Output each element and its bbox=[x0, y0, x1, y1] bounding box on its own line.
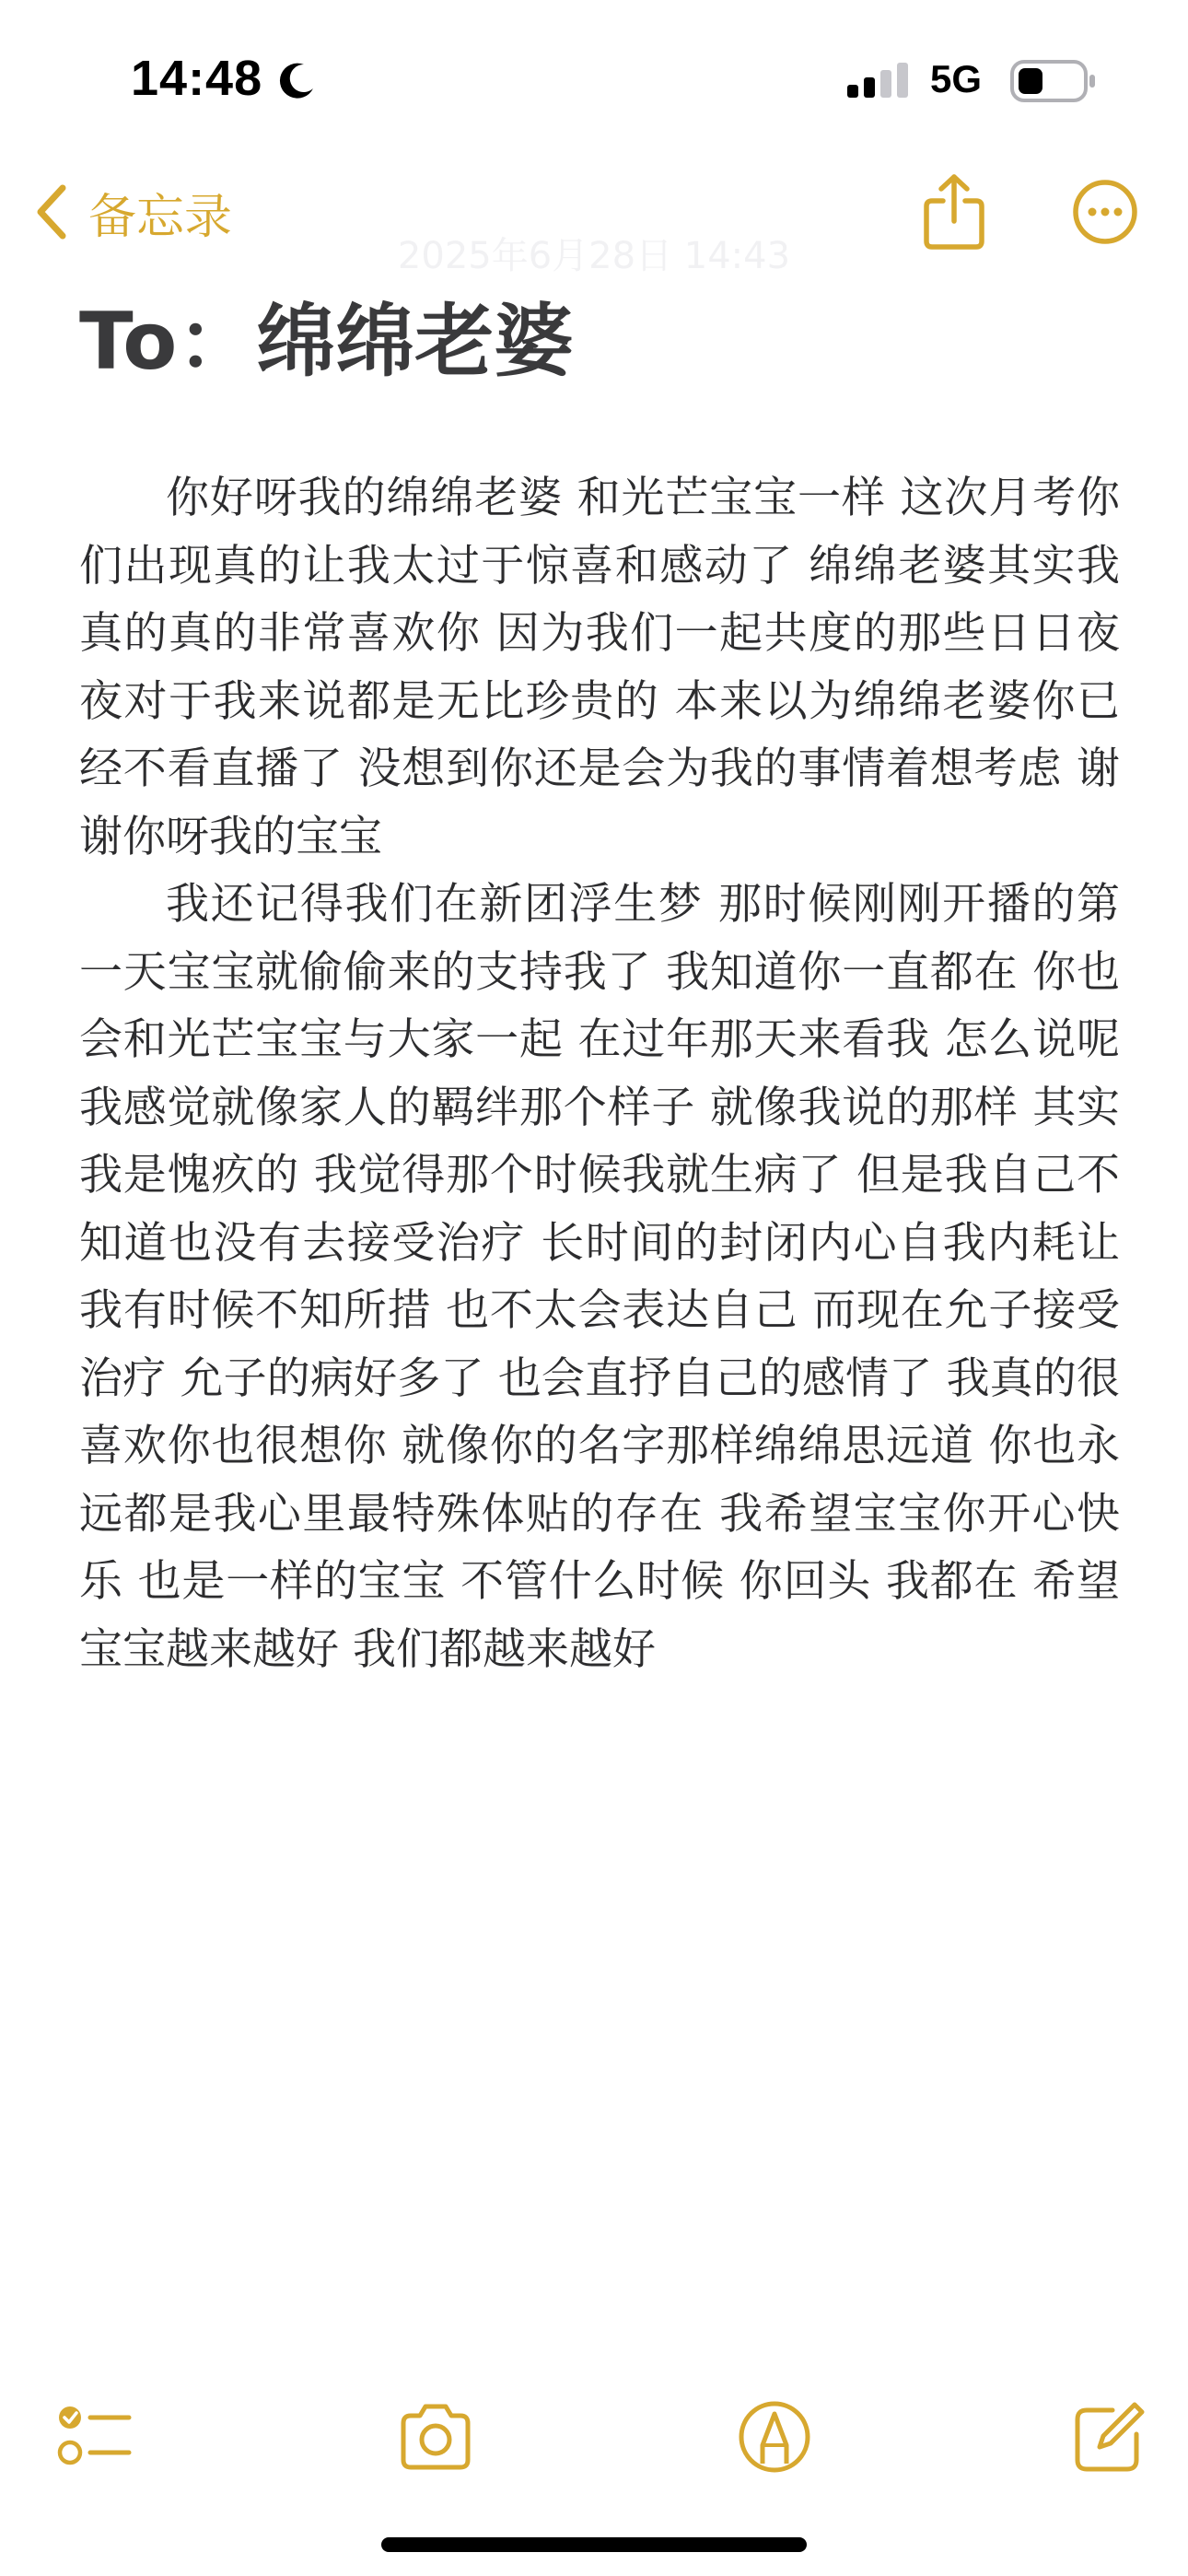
note-body[interactable] bbox=[79, 464, 1120, 1683]
status-bar bbox=[0, 0, 1188, 138]
battery-icon bbox=[1009, 59, 1098, 103]
signal-icon bbox=[845, 61, 919, 101]
markup-button[interactable] bbox=[733, 2395, 816, 2478]
back-label: 备忘录 bbox=[88, 189, 233, 245]
compose-button[interactable] bbox=[1066, 2395, 1149, 2478]
note-paragraph: 你好呀我的绵绵老婆 和光芒宝宝一样 这次月考你们出现真的让我太过于惊喜和感动了 绵绵老婆其实我真的真的非常喜欢你 因为我们一起共度的那些日日夜夜对于我来说都是无比珍贵的 本来以为绵绵老婆你已经不看直播了 没想到你还是会为我的事情着想考虑 谢谢你呀我的宝宝 bbox=[79, 473, 1120, 862]
moon-icon bbox=[276, 61, 317, 101]
markup-icon bbox=[733, 2395, 816, 2478]
home-indicator[interactable] bbox=[381, 2537, 807, 2552]
camera-icon bbox=[394, 2395, 477, 2478]
compose-icon bbox=[1066, 2395, 1149, 2478]
note-title[interactable]: To：绵绵老婆 bbox=[79, 296, 574, 388]
more-icon[interactable] bbox=[1072, 179, 1138, 245]
note-paragraph: 我还记得我们在新团浮生梦 那时候刚刚开播的第一天宝宝就偷偷来的支持我了 我知道你一直都在 你也会和光芒宝宝与大家一起 在过年那天来看我 怎么说呢 我感觉就像家人的羁绊那个样子 就像我说的那样 其实我是愧疚的 我觉得那个时候我就生病了 但是我自己不知道也没有去接受治疗 长时间的封闭内心自我内耗让我有时候不知所措 也不太会表达自己 而现在允子接受治疗 允子的病好多了 也会直抒自己的感情了 我真的很喜欢你也很想你 就像你的名字那样绵绵思远道 你也永远都是我心里最特殊体贴的存在 我希望宝宝你开心快乐 也是一样的宝宝 不管什么时候 你回头 我都在 希望宝宝越来越好 我们都越来越好 bbox=[79, 879, 1120, 1675]
checklist-button[interactable] bbox=[53, 2395, 136, 2478]
camera-button[interactable] bbox=[394, 2395, 477, 2478]
share-icon[interactable] bbox=[919, 171, 989, 251]
checklist-icon bbox=[53, 2395, 136, 2478]
network-label: 5G bbox=[930, 57, 983, 100]
status-time: 14:48 bbox=[131, 51, 263, 106]
bottom-toolbar bbox=[0, 2395, 1188, 2488]
note-date: 2025年6月28日 14:43 bbox=[397, 235, 791, 277]
